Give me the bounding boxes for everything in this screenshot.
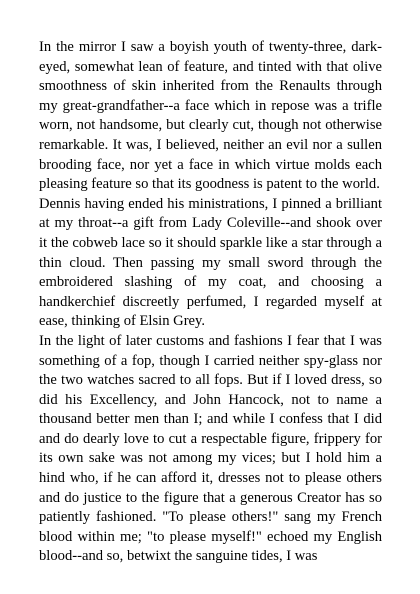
paragraph-fashion: In the light of later customs and fashions I fear that I was something of a fop, though I carried neither spy-glass nor the two watches sacred to all fops. But if I loved dress, so did his Excellency, and John Hancock, not to name a thousand better men than I; and while I confess that I did and do dearly love to cut a respectable figure, frippery for its own sake was not among my vices; but I hold him a hind who, if he can afford it, dresses not to please others and do justice to the figure that a generous Creator has so patiently fashioned. "To please others!" sang my French blood within me; "to please myself!" echoed my English blood--and so, betwixt the sanguine tides, I was <box>39 332 382 565</box>
paragraph-mirror: In the mirror I saw a boyish youth of twenty-three, dark-eyed, somewhat lean of feature, and tinted with that olive smoothness of skin inherited from the Renaults through my great-grandfather--a face which in repose was a trifle worn, not handsome, but clearly cut, though not otherwise remarkable. It was, I believed, neither an evil nor a sullen brooding face, nor yet a face in which virtue molds each pleasing feature so that its goodness is patent to the world. <box>39 39 382 193</box>
paragraph-dennis: Dennis having ended his ministrations, I pinned a brilliant at my throat--a gift from Lady Coleville--and shook over it the cobweb lace so it should sparkle like a star through a thin cloud. Then passing my small sword through the embroidered slashing of my coat, and choosing a handkerchief discreetly perfumed, I regarded myself at ease, thinking of Elsin Grey. <box>39 195 382 330</box>
document-page <box>39 38 382 567</box>
